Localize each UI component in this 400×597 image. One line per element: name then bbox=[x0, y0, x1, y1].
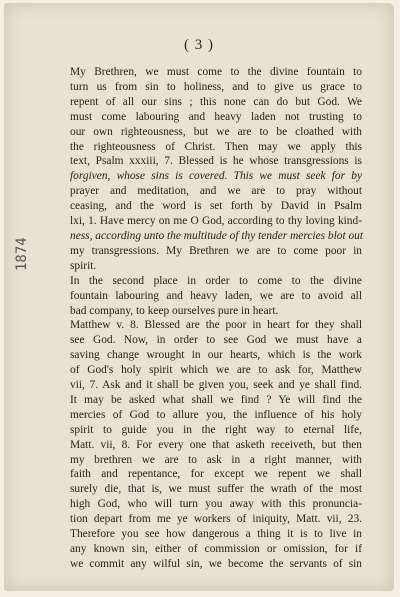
text-line: lxi, 1. Have mercy on me O God, according to thy loving kind- bbox=[70, 215, 362, 228]
text-line: tion depart from me ye workers of iniquity, Matt. vii, 23. bbox=[70, 513, 362, 526]
handwritten-margin-note: 1874 bbox=[14, 237, 30, 271]
text-line: my brethren we are to ask in a right manner, with bbox=[70, 453, 362, 466]
text-line: Matt. vii, 8. For every one that asketh receiveth, but then bbox=[70, 438, 362, 451]
text-line: we commit any wilful sin, we become the servants of sin bbox=[70, 557, 362, 570]
paragraph-3 bbox=[56, 318, 362, 571]
text-line: of God's holy spirit which we are to ask for, Matthew bbox=[70, 364, 362, 377]
text-line: high God, who will turn you away with this pronuncia- bbox=[70, 498, 362, 511]
text-line: spirit. bbox=[70, 259, 97, 272]
text-line: must come labouring and heavy laden not trusting to bbox=[70, 110, 362, 123]
text-line: In the second place in order to come to the divine bbox=[70, 274, 362, 287]
text-line: my transgressions. My Brethren we are to come poor in bbox=[70, 244, 362, 257]
text-line: fountain labouring and heavy laden, we are to avoid all bbox=[70, 289, 362, 302]
text-line: bad company, to keep ourselves pure in heart. bbox=[70, 304, 279, 317]
text-line: turn us from sin to holiness, and to give us grace to bbox=[70, 80, 362, 93]
page-number: ( 3 ) bbox=[184, 37, 214, 53]
text-line: mercies of God to allure you, the influence of his holy bbox=[70, 408, 362, 421]
text-line: spirit to guide you in the right way to eternal life, bbox=[70, 423, 362, 436]
text-line: our own righteousness, but we are to be cloathed with bbox=[70, 125, 362, 138]
paragraph-1 bbox=[56, 65, 362, 274]
text-line: see God. Now, in order to see God we must have a bbox=[70, 334, 362, 347]
text-line: Therefore you see how dangerous a thing it is to live in bbox=[70, 528, 362, 541]
text-line: My Brethren, we must come to the divine fountain to bbox=[70, 66, 362, 78]
text-line: surely die, that is, we must suffer the wrath of the most bbox=[70, 483, 362, 496]
text-line: text, Psalm xxxiii, 7. Blessed is he whose transgressions is bbox=[70, 155, 362, 168]
text-line: the righteousness of Christ. Then may we apply this bbox=[70, 140, 362, 153]
text-line: any known sin, either of commission or omission, for if bbox=[70, 543, 362, 555]
text-line: ceasing, and the word is set forth by David in Psalm bbox=[70, 200, 362, 213]
text-line: repent of all our sins ; this none can do but God. We bbox=[70, 95, 362, 108]
text-line: faith and repentance, for except we repent we shall bbox=[70, 468, 362, 481]
body-text bbox=[56, 65, 362, 572]
text-line: vii, 7. Ask and it shall be given you, seek and ye shall find. bbox=[70, 379, 362, 392]
scripture-quote-line: ness, according unto the multitude of thy tender mercies blot out bbox=[70, 229, 364, 242]
text-line: prayer and meditation, and we are to pray without bbox=[70, 185, 362, 198]
text-line: saving change wrought in our hearts, which is the work bbox=[70, 349, 362, 362]
paragraph-2 bbox=[56, 274, 362, 319]
book-page bbox=[4, 3, 394, 591]
text-line: It may be asked what shall we find ? Ye will find the bbox=[70, 393, 362, 406]
scripture-quote-line: forgiven, whose sins is covered. This we must seek for by bbox=[70, 170, 362, 183]
text-line: Matthew v. 8. Blessed are the poor in heart for they shall bbox=[70, 319, 362, 332]
